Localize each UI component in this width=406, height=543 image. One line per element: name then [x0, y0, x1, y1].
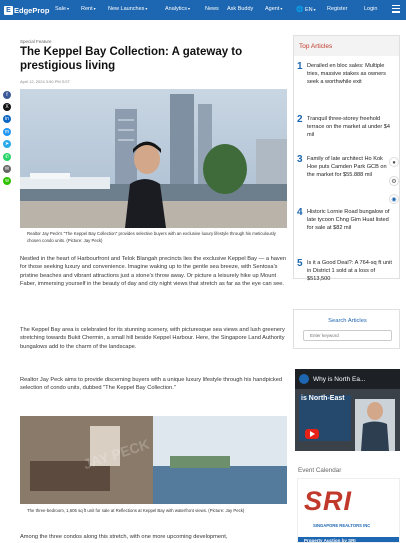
- nav-analytics[interactable]: Analytics▾: [165, 6, 191, 12]
- article-date: April 12, 2024 3:50 PM SGT: [20, 79, 71, 84]
- watermark-text: JAY PECK: [81, 435, 152, 473]
- linkedin-icon[interactable]: in: [3, 115, 11, 123]
- article-paragraph: Realtor Jay Peck aims to provide discerning buyers with a unique luxury lifestyle through his handpicked selection of condo units, dubbed "The Keppel Bay Collection.": [20, 377, 283, 392]
- hamburger-menu-icon[interactable]: [392, 5, 400, 14]
- wechat-icon[interactable]: w: [3, 177, 11, 185]
- nav-register[interactable]: Register: [327, 6, 348, 12]
- video-title: Why is North Ea...: [313, 376, 366, 383]
- nav-login[interactable]: Login: [364, 6, 378, 12]
- top-navigation: [0, 0, 406, 20]
- chevron-down-icon: ▾: [93, 6, 96, 11]
- chevron-down-icon: ▾: [188, 6, 191, 11]
- video-overlay-text: is North-East: [301, 395, 345, 402]
- email-icon[interactable]: ✉: [4, 166, 10, 172]
- whatsapp-icon[interactable]: ✆: [4, 154, 10, 160]
- article-kicker: Special Feature: [20, 39, 52, 44]
- event-card[interactable]: [297, 478, 400, 543]
- search-input[interactable]: [303, 330, 392, 341]
- facebook-icon[interactable]: f: [3, 91, 11, 99]
- event-footer: Property Auction by SRI: [298, 537, 400, 543]
- chevron-down-icon: ▾: [313, 7, 316, 12]
- logo-text: EdgeProp: [14, 5, 50, 15]
- search-articles-panel: [293, 309, 400, 349]
- search-articles-title: Search Articles: [328, 318, 367, 324]
- telegram-icon[interactable]: ➤: [4, 141, 10, 147]
- play-triangle-icon: [310, 431, 315, 437]
- nav-sale[interactable]: Sale▾: [55, 6, 70, 12]
- nav-ask-buddy[interactable]: Ask Buddy: [227, 6, 254, 12]
- hero-caption: Realtor Jay Peck's "The Keppel Bay Collection" provides selective buyers with an exclusive luxury lifestyle through his meticulously chosen condo units. (Picture: Jay Peck): [27, 231, 276, 243]
- hero-image: [20, 89, 287, 228]
- sri-logo-subtitle: SINGAPORE REALTORS INC: [313, 523, 371, 528]
- chevron-down-icon: ▾: [67, 6, 70, 11]
- nav-agent[interactable]: Agent▾: [265, 6, 283, 12]
- unit-image: [20, 416, 287, 504]
- top-articles-title: Top Articles: [294, 36, 399, 56]
- chevron-down-icon: ▾: [280, 6, 283, 11]
- nav-language[interactable]: 🌐 EN▾: [296, 7, 316, 13]
- logo-mark: E: [4, 6, 13, 15]
- video-embed[interactable]: [295, 369, 400, 451]
- nav-rent[interactable]: Rent▾: [81, 6, 96, 12]
- unit-caption: The three-bedroom, 1,605 sq ft unit for sale at Reflections at Keppel Bay with waterfront views. (Picture: Jay Peck): [27, 508, 245, 513]
- globe-icon: 🌐: [296, 7, 304, 13]
- x-icon[interactable]: X: [3, 103, 11, 111]
- article-paragraph: The Keppel Bay area is celebrated for its stunning scenery, with picturesque sea views and lush greenery stretching towards Bukit Chermin, a small hill beside Keppel Harbour. Here, the Singapore Land Authority bungalows add to the charm of the landscape.: [20, 327, 285, 350]
- chevron-down-icon: ▾: [145, 6, 148, 11]
- article-title: The Keppel Bay Collection: A gateway to prestigious living: [20, 46, 243, 72]
- article-paragraph: Nestled in the heart of Harbourfront and Telok Blangah precincts lies the exclusive Keppel Bay — a haven for those seeking luxury and convenience. Imagine waking up to the gentle sea breeze, with Sentosa's pristine beaches and vibrant attractions just a stone's throw away. Or picture a leisurely hike up Mount Faber, immersing yourself in the beauty of day and city night views that stretch as far as the eye can see.: [20, 256, 287, 288]
- settings-icon[interactable]: ⚙: [389, 176, 399, 186]
- nav-new-launches[interactable]: New Launches▾: [108, 6, 148, 12]
- edgeprop-logo[interactable]: [4, 4, 49, 16]
- sri-logo: SRI: [304, 486, 353, 516]
- messenger-icon[interactable]: m: [4, 129, 10, 135]
- nav-news[interactable]: News: [205, 6, 219, 12]
- article-paragraph: Among the three condos along this stretch, with one more upcoming development,: [20, 534, 228, 540]
- event-calendar-title: Event Calendar: [298, 467, 342, 474]
- bot-icon[interactable]: ◉: [389, 194, 399, 204]
- chat-icon[interactable]: ●: [389, 157, 399, 167]
